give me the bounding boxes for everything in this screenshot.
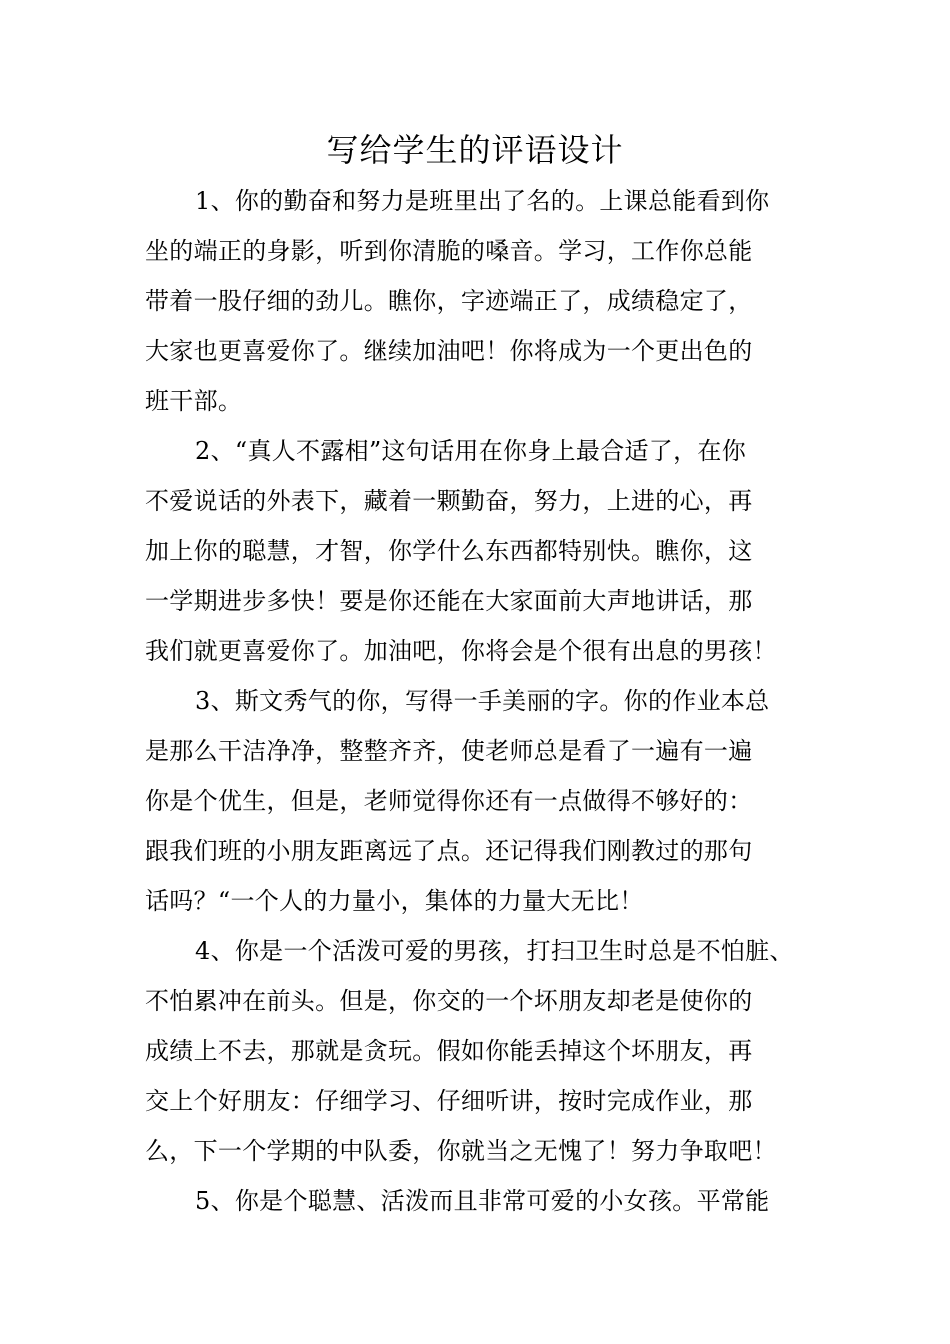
- paragraph-line: 成绩上不去，那就是贪玩。假如你能丢掉这个坏朋友，再: [145, 1037, 753, 1065]
- paragraph-line: 跟我们班的小朋友距离远了点。还记得我们刚教过的那句: [145, 837, 753, 865]
- paragraph-line: 大家也更喜爱你了。继续加油吧！你将成为一个更出色的: [145, 337, 753, 365]
- paragraph-line: 不爱说话的外表下，藏着一颗勤奋，努力，上进的心，再: [145, 487, 753, 515]
- paragraph-line: 加上你的聪慧，才智，你学什么东西都特别快。瞧你，这: [145, 537, 753, 565]
- paragraph-line: 我们就更喜爱你了。加油吧，你将会是个很有出息的男孩！: [145, 637, 777, 665]
- paragraph-line: 不怕累冲在前头。但是，你交的一个坏朋友却老是使你的: [145, 987, 753, 1015]
- paragraph-line: 班干部。: [145, 387, 243, 415]
- paragraph-line: 交上个好朋友：仔细学习、仔细听讲，按时完成作业，那: [145, 1087, 753, 1115]
- document-title: 写给学生的评语设计: [326, 131, 624, 169]
- paragraph-line: 你是个优生，但是，老师觉得你还有一点做得不够好的：: [145, 787, 753, 815]
- document-body: [145, 176, 809, 1226]
- paragraph-line: 坐的端正的身影，听到你清脆的嗓音。学习，工作你总能: [145, 237, 753, 265]
- paragraph-line: 是那么干洁净净，整整齐齐，使老师总是看了一遍有一遍: [145, 737, 753, 765]
- paragraph-first-line: 2、“真人不露相”这句话用在你身上最合适了，在你: [195, 437, 747, 465]
- paragraph-line: 带着一股仔细的劲儿。瞧你，字迹端正了，成绩稳定了，: [145, 287, 753, 315]
- paragraph-first-line: 4、你是一个活泼可爱的男孩，打扫卫生时总是不怕脏、: [195, 937, 794, 965]
- paragraph-line: 话吗？“一个人的力量小，集体的力量大无比！: [145, 887, 644, 915]
- paragraph-line: 么，下一个学期的中队委，你就当之无愧了！努力争取吧！: [145, 1137, 777, 1165]
- paragraph-first-line: 5、你是个聪慧、活泼而且非常可爱的小女孩。平常能: [195, 1187, 770, 1215]
- paragraph-line: 一学期进步多快！要是你还能在大家面前大声地讲话，那: [145, 587, 753, 615]
- paragraph-first-line: 1、你的勤奋和努力是班里出了名的。上课总能看到你: [195, 187, 770, 215]
- paragraph-first-line: 3、斯文秀气的你，写得一手美丽的字。你的作业本总: [195, 687, 770, 715]
